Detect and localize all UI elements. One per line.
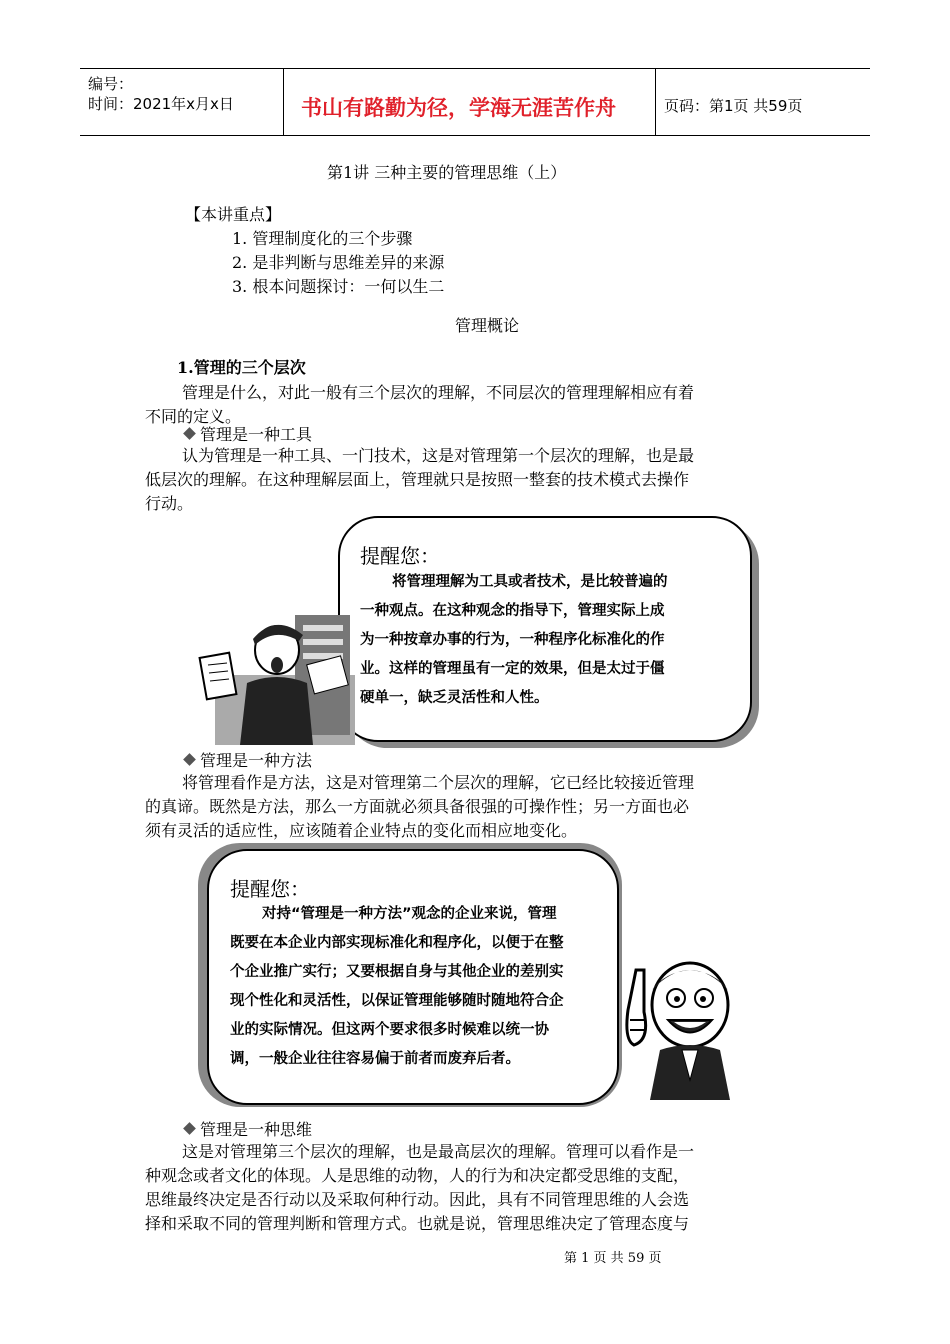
method-line: 须有灵活的适应性，应该随着企业特点的变化而相应地变化。	[145, 821, 578, 840]
man-with-papers-illustration	[195, 605, 355, 745]
header-bottom-rule	[80, 135, 870, 136]
reminder2-line: 对持“管理是一种方法”观念的企业来说，管理	[262, 906, 557, 922]
tool-line: 认为管理是一种工具、一门技术，这是对管理第一个层次的理解，也是最	[182, 446, 695, 465]
reminder2-title: 提醒您：	[230, 877, 310, 901]
method-line: 的真谛。既然是方法，那么一方面就必须具备很强的可操作性；另一方面也必	[145, 797, 690, 816]
key-points-heading: 【本讲重点】	[185, 205, 282, 224]
reminder1-title: 提醒您：	[360, 544, 440, 568]
tool-heading-text: 管理是一种工具	[200, 425, 313, 444]
thinking-line: 种观念或者文化的体现。人是思维的动物，人的行为和决定都受思维的支配，	[145, 1166, 690, 1185]
thinking-line: 这是对管理第三个层次的理解，也是最高层次的理解。管理可以看作是一	[182, 1142, 695, 1161]
reminder2-line: 业的实际情况。但这两个要求很多时候难以统一协	[230, 1022, 549, 1038]
page-footer: 第 1 页 共 59 页	[564, 1251, 662, 1266]
thinking-line: 思维最终决定是否行动以及采取何种行动。因此，具有不同管理思维的人会选	[145, 1190, 690, 1209]
header-top-rule	[80, 68, 870, 69]
diamond-bullet-icon	[183, 1122, 196, 1135]
reminder1-line: 为一种按章办事的行为，一种程序化标准化的作	[360, 632, 665, 648]
reminder2-line: 既要在本企业内部实现标准化和程序化，以便于在整	[230, 935, 564, 951]
header-motto: 书山有路勤为径，学海无涯苦作舟	[301, 96, 616, 120]
method-line: 将管理看作是方法，这是对管理第二个层次的理解，它已经比较接近管理	[182, 773, 695, 792]
page-title: 第1讲 三种主要的管理思维（上）	[327, 163, 567, 182]
intro-line: 管理是什么，对此一般有三个层次的理解，不同层次的管理理解相应有着	[182, 383, 695, 402]
tool-line: 低层次的理解。在这种理解层面上，管理就只是按照一整套的技术模式去操作	[145, 470, 690, 489]
key-point-item: 2. 是非判断与思维差异的来源	[232, 253, 445, 272]
thinking-heading-text: 管理是一种思维	[200, 1120, 313, 1139]
reminder2-line: 个企业推广实行；又要根据自身与其他企业的差别实	[230, 964, 564, 980]
diamond-bullet-icon	[183, 753, 196, 766]
reminder1-line: 业。这样的管理虽有一定的效果，但是太过于僵	[360, 661, 665, 677]
header-divider-right	[655, 68, 656, 136]
section-title: 管理概论	[455, 316, 520, 335]
reminder1-line: 将管理理解为工具或者技术，是比较普遍的	[392, 574, 668, 590]
header-page-label: 页码：第1页 共59页	[664, 97, 803, 115]
intro-line: 不同的定义。	[145, 407, 242, 426]
smiling-man-thumbs-up-illustration	[620, 950, 770, 1100]
subsection-title: 1.管理的三个层次	[177, 358, 306, 377]
reminder2-line: 调，一般企业往往容易偏于前者而废弃后者。	[230, 1051, 520, 1067]
key-point-item: 3. 根本问题探讨：一何以生二	[232, 277, 445, 296]
reminder1-line: 硬单一，缺乏灵活性和人性。	[360, 690, 549, 706]
tool-line: 行动。	[145, 494, 194, 513]
header-divider-left	[283, 68, 284, 136]
key-point-item: 1. 管理制度化的三个步骤	[232, 229, 413, 248]
header-number-label: 编号：	[88, 75, 134, 93]
reminder2-line: 现个性化和灵活性，以保证管理能够随时随地符合企	[230, 993, 564, 1009]
reminder1-line: 一种观点。在这种观念的指导下，管理实际上成	[360, 603, 665, 619]
thinking-line: 择和采取不同的管理判断和管理方式。也就是说，管理思维决定了管理态度与	[145, 1214, 690, 1233]
diamond-bullet-icon	[183, 427, 196, 440]
method-heading-text: 管理是一种方法	[200, 751, 313, 770]
header-time-label: 时间：2021年x月x日	[88, 95, 234, 113]
